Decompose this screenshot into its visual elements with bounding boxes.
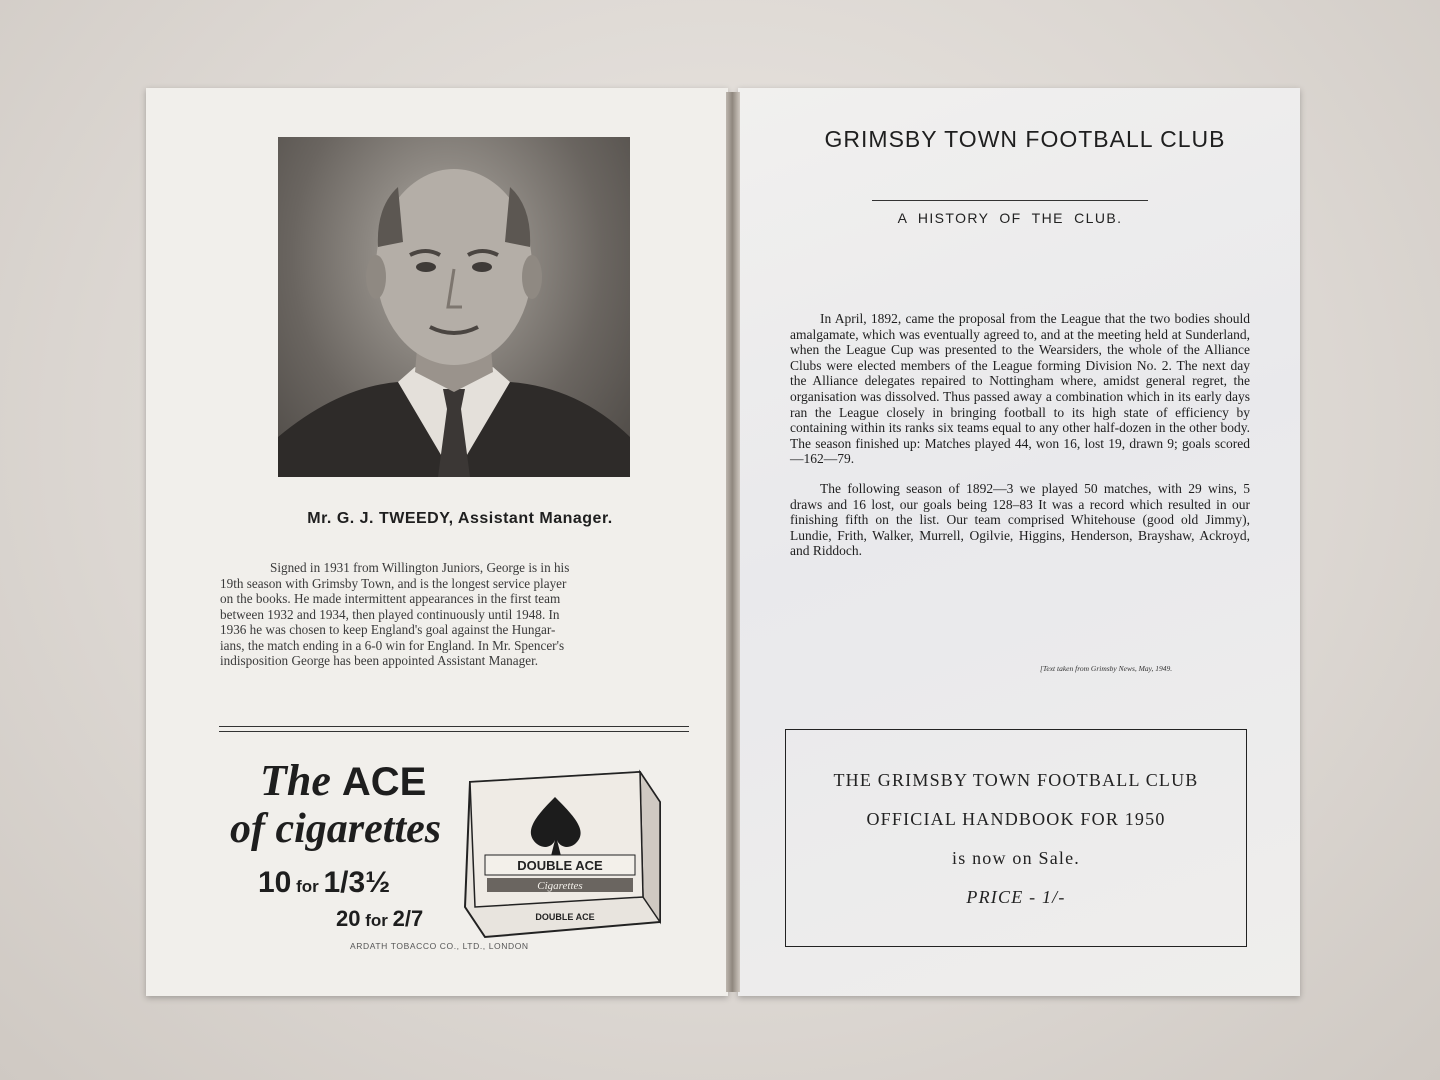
bio-line: ians, the match ending in a 6-0 win for England. In Mr. Spencer's (220, 637, 565, 653)
portrait-photo (278, 137, 630, 477)
history-subtitle: A HISTORY OF THE CLUB. (897, 210, 1123, 226)
advert-subheadline: of cigarettes (230, 806, 442, 852)
section-divider (219, 726, 689, 732)
bio-line: 1936 he was chosen to keep England's goal against the Hungar- (220, 622, 556, 637)
notice-line: OFFICIAL HANDBOOK FOR 1950 (866, 809, 1166, 829)
packet-bottom: DOUBLE ACE (535, 912, 595, 922)
advert-headline-pre: The (260, 756, 342, 805)
notice-price: PRICE - 1/- (966, 887, 1066, 907)
bio-line: indisposition George has been appointed Assistant Manager. (220, 653, 539, 668)
booklet-spine (726, 92, 740, 992)
price-for: for (291, 877, 324, 896)
price-for: for (360, 911, 393, 930)
price-qty: 10 (258, 866, 292, 899)
club-title: GRIMSBY TOWN FOOTBALL CLUB (824, 126, 1226, 152)
packet-label: DOUBLE ACE (517, 858, 603, 873)
notice-line: THE GRIMSBY TOWN FOOTBALL CLUB (833, 770, 1199, 790)
history-paragraph: In April, 1892, came the proposal from the League that the two bodies should amalgamate, which was eventually agreed to, and at the meeting held at Sunderland, when the League Cup was presented to the Wearsiders, the whole of the Alliance Clubs were elected members of the League forming Division No. 2. The next day the Alliance delegates repaired to Nottingham where, amidst general regret, the organisation was dissolved. Thus passed away a combination which in its early days ran the League closely in bringing football to its high state of efficiency by containing within its ranks six teams equal to any other half-dozen in the other body. The season finished up: Matches played 44, won 16, lost 19, drawn 9; goals scored—162—79. (790, 311, 1250, 467)
packet-sub: Cigarettes (537, 880, 583, 892)
handbook-notice (785, 729, 1247, 947)
player-biography (220, 560, 690, 669)
bio-line: Signed in 1931 from Willington Juniors, George is in his (270, 560, 570, 575)
advert-price-10 (258, 866, 390, 900)
history-paragraph: The following season of 1892—3 we played 50 matches, with 29 wins, 5 draws and 16 lost, our goals being 128–83 It was a record which resulted in our finishing fifth on the list. Our team comprised Whitehouse (good old Jimmy), Lundie, Frith, Walker, Murrell, Ogilvie, Higgins, Henderson, Brayshaw, Ackroyd, and Riddoch. (790, 480, 1250, 559)
advert-brand: ACE (341, 760, 427, 804)
notice-line: is now on Sale. (952, 848, 1080, 868)
price-qty: 20 (336, 906, 361, 931)
advert-footer: ARDATH TOBACCO CO., LTD., LONDON (350, 941, 529, 951)
cigarette-packet-icon (455, 762, 670, 942)
bio-line: on the books. He made intermittent appearances in the first team (220, 591, 561, 606)
history-article (790, 311, 1250, 573)
price-value: 1/3½ (323, 866, 391, 899)
price-value: 2/7 (392, 906, 424, 931)
bio-line: between 1932 and 1934, then played continuously until 1948. In (220, 606, 560, 622)
advert-headline (260, 755, 426, 806)
source-note: [Text taken from Grimsby News, May, 1949. (1040, 664, 1173, 673)
advert-price-20 (336, 906, 423, 932)
bio-line: 19th season with Grimsby Town, and is the longest service player (220, 575, 567, 591)
photo-caption: Mr. G. J. TWEEDY, Assistant Manager. (307, 510, 613, 527)
